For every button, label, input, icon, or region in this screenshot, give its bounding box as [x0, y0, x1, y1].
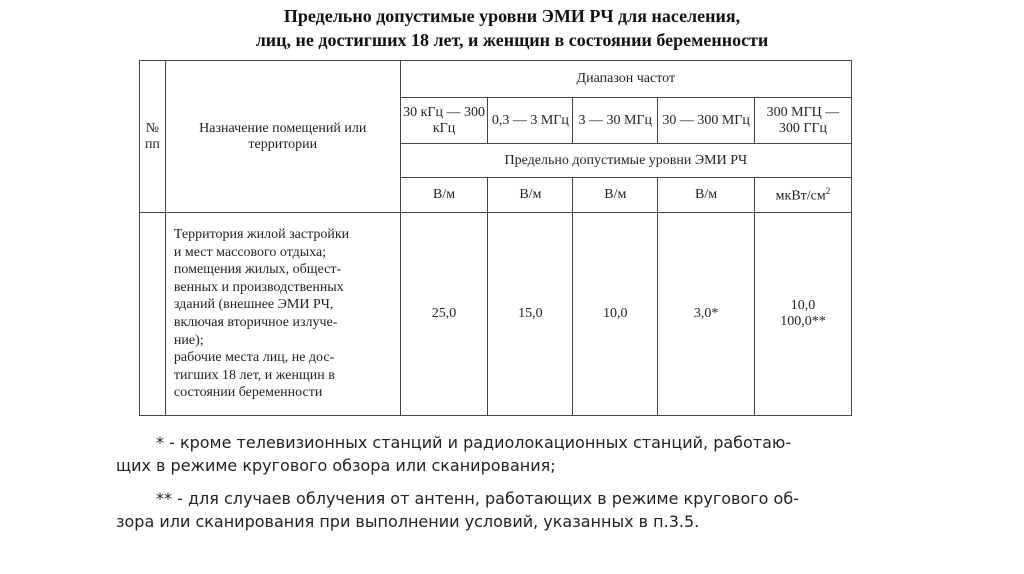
- freq-range-3: 3 — 30 МГц: [573, 98, 658, 144]
- freq-range-2: 0,3 — 3 МГц: [488, 98, 573, 144]
- footnote-1-line-2: щих в режиме кругового обзора или сканирования;: [116, 456, 556, 475]
- description-line: зданий (внешнее ЭМИ РЧ,: [173, 297, 334, 313]
- description-line: рабочие места лиц, не дос-: [173, 350, 335, 366]
- description-line: тигших 18 лет, и женщин в: [173, 367, 335, 383]
- value-2: 15,0: [488, 213, 573, 416]
- value-1: 25,0: [400, 213, 488, 416]
- description-line: венных и производственных: [173, 279, 344, 295]
- document-title-line-2: лиц, не достигших 18 лет, и женщин в состоянии беременности: [255, 30, 769, 50]
- unit-3: В/м: [573, 178, 658, 213]
- header-limits: Предельно допустимые уровни ЭМИ РЧ: [400, 144, 851, 178]
- header-purpose: Назначение помещений или территории: [165, 61, 400, 213]
- description-line: помещения жилых, общест-: [173, 262, 342, 278]
- value-3: 10,0: [573, 213, 658, 416]
- document-title-line-1: Предельно допустимые уровни ЭМИ РЧ для населения,: [283, 6, 741, 26]
- unit-5: [754, 178, 851, 213]
- value-5-main: 10,0: [790, 298, 816, 313]
- freq-range-5: 300 МГЦ — 300 ГГц: [754, 98, 851, 144]
- unit-5-base: мкВт/см: [775, 188, 826, 204]
- freq-range-4: 30 — 300 МГц: [658, 98, 755, 144]
- row-description: [165, 213, 400, 416]
- unit-5-exponent: 2: [825, 185, 831, 196]
- footnote-1-line-1: * - кроме телевизионных станций и радиолокационных станций, работаю-: [156, 433, 792, 452]
- row-number-cell: [140, 213, 166, 416]
- description-line: и мест массового отдыха;: [173, 244, 327, 260]
- freq-range-1: 30 кГц — 300 кГц: [400, 98, 488, 144]
- description-line: Территория жилой застройки: [173, 227, 350, 243]
- header-number: № пп: [140, 61, 166, 213]
- unit-4: В/м: [658, 178, 755, 213]
- description-line: ние);: [173, 332, 204, 348]
- emi-limits-table: [139, 60, 852, 416]
- footnote-1: [116, 431, 906, 477]
- description-line: состоянии беременности: [173, 385, 323, 401]
- description-line: включая вторичное излуче-: [173, 315, 338, 330]
- footnote-2-line-2: зора или сканирования при выполнении условий, указанных в п.3.5.: [116, 512, 700, 531]
- header-frequency-range: Диапазон частот: [400, 61, 851, 98]
- footnote-2-line-1: ** - для случаев облучения от антенн, работающих в режиме кругового об-: [156, 489, 799, 508]
- value-5-alt: 100,0**: [780, 314, 826, 329]
- unit-1: В/м: [400, 178, 488, 213]
- unit-2: В/м: [488, 178, 573, 213]
- value-5: [754, 213, 851, 416]
- footnote-2: [116, 487, 906, 533]
- value-4: 3,0*: [658, 213, 755, 416]
